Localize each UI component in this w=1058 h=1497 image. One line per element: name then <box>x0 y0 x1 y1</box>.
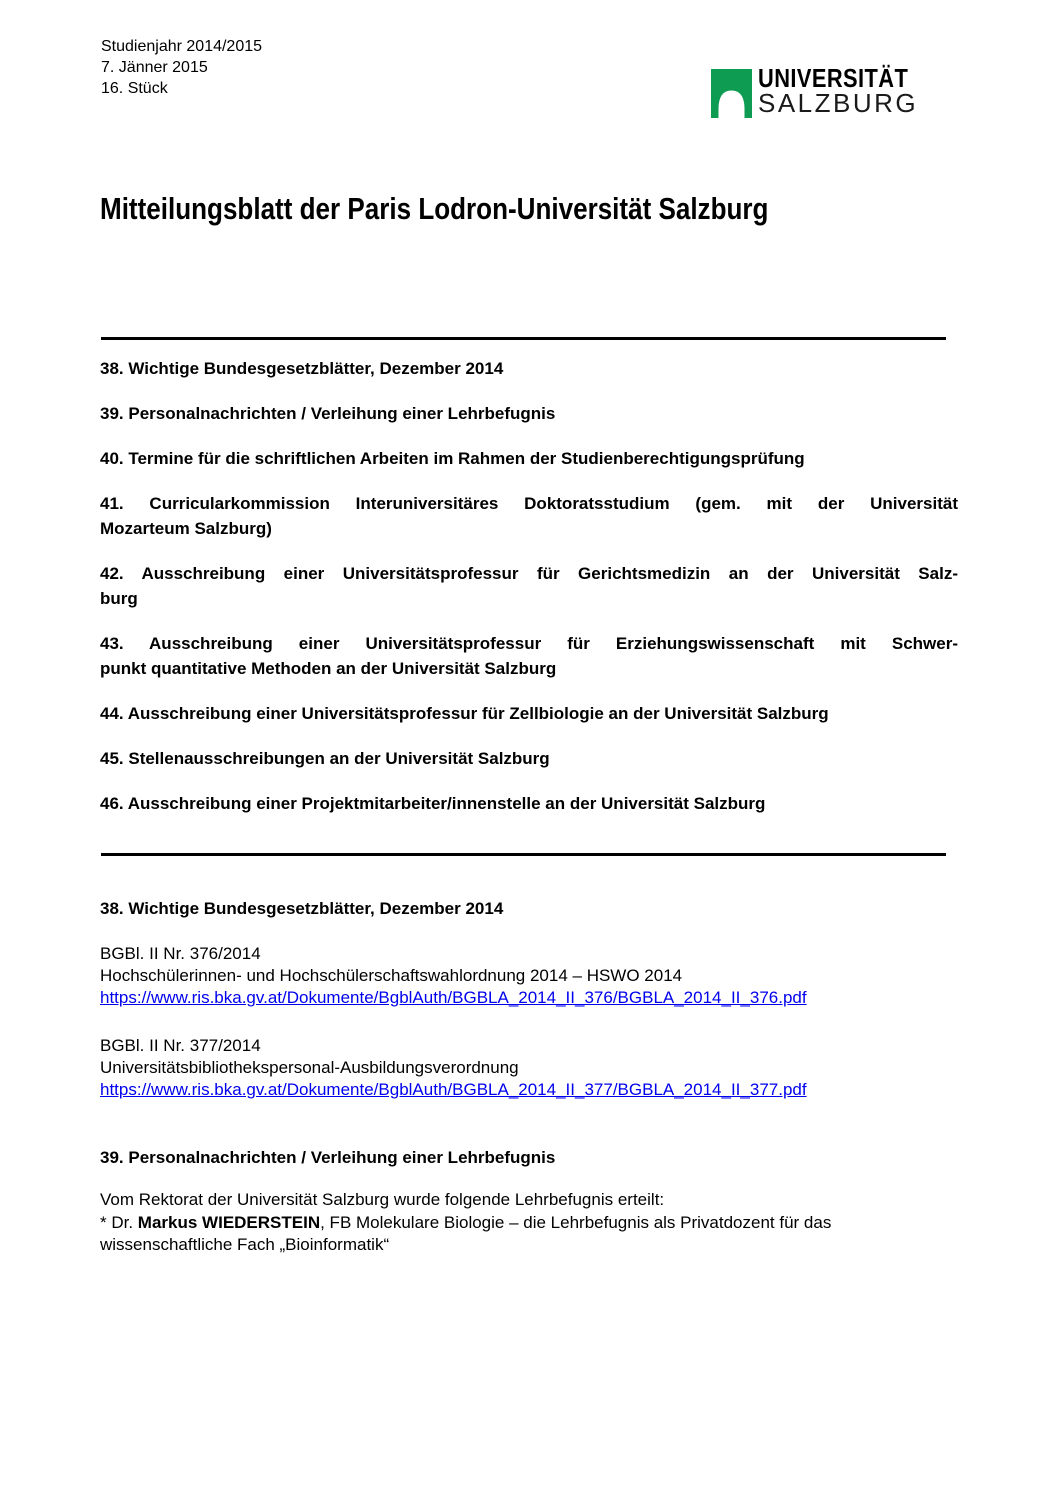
toc-line: 45. Stellenausschreibungen an der Universität Salzburg <box>100 749 550 768</box>
bgbl-link-376[interactable]: https://www.ris.bka.gv.at/Dokumente/BgblAuth/BGBLA_2014_II_376/BGBLA_2014_II_376.pdf <box>100 988 807 1007</box>
toc-line: 46. Ausschreibung einer Projektmitarbeiter/innenstelle an der Universität Salzburg <box>100 794 766 813</box>
toc-line: 40. Termine für die schriftlichen Arbeiten im Rahmen der Studienberechtigungsprüfung <box>100 449 805 468</box>
bgbl-title: Hochschülerinnen- und Hochschülerschaftswahlordnung 2014 – HSWO 2014 <box>100 966 683 985</box>
salzburg-arch-icon <box>711 69 752 118</box>
bgbl-title: Universitätsbibliothekspersonal-Ausbildungsverordnung <box>100 1058 519 1077</box>
section-38-heading: 38. Wichtige Bundesgesetzblätter, Dezember 2014 <box>100 899 504 918</box>
lehrbefugnis-entry-suffix: , FB Molekulare Biologie – die Lehrbefugnis als Privatdozent für das wissenschaftliche Fach „Bioinformatik“ <box>100 1212 832 1254</box>
toc-item-44 <box>100 701 958 726</box>
toc-item-43 <box>100 631 958 681</box>
toc-item-39 <box>100 401 958 426</box>
toc-item-46 <box>100 791 958 816</box>
page-title: Mitteilungsblatt der Paris Lodron-Universität Salzburg <box>100 191 769 226</box>
logo-wordmark <box>758 63 937 118</box>
toc-item-38 <box>100 356 958 381</box>
divider-top <box>101 337 946 340</box>
section-39-body <box>100 1189 958 1257</box>
toc-line: punkt quantitative Methoden an der Universität Salzburg <box>100 659 557 678</box>
toc-line: 41. Curricularkommission Interuniversitäres Doktoratsstudium (gem. mit der Universität <box>100 494 958 513</box>
lehrbefugnis-entry-prefix: * Dr. <box>100 1212 138 1232</box>
university-logo <box>711 63 937 118</box>
logo-word-salzburg: SALZBURG <box>758 88 919 118</box>
issue-number: 16. Stück <box>101 80 168 97</box>
toc-item-40 <box>100 446 958 471</box>
toc-item-42 <box>100 561 958 611</box>
bgbl-ref: BGBl. II Nr. 376/2014 <box>100 944 261 963</box>
lehrbefugnis-entry <box>100 1212 958 1257</box>
bgbl-entry-377 <box>100 1035 958 1101</box>
toc-line: 42. Ausschreibung einer Universitätsprofessur für Gerichtsmedizin an der Universität Salz- <box>100 564 958 583</box>
issue-meta <box>101 36 262 99</box>
toc-item-45 <box>100 746 958 771</box>
section-39-heading: 39. Personalnachrichten / Verleihung einer Lehrbefugnis <box>100 1148 556 1167</box>
toc-line: burg <box>100 589 138 608</box>
person-name: Markus WIEDERSTEIN <box>137 1212 321 1232</box>
lehrbefugnis-intro: Vom Rektorat der Universität Salzburg wurde folgende Lehrbefugnis erteilt: <box>100 1190 665 1209</box>
toc-line: 44. Ausschreibung einer Universitätsprofessur für Zellbiologie an der Universität Salzburg <box>100 704 829 723</box>
toc-item-41 <box>100 491 958 541</box>
divider-bottom <box>101 853 946 856</box>
issue-date: 7. Jänner 2015 <box>101 59 208 76</box>
toc-line: 43. Ausschreibung einer Universitätsprofessur für Erziehungswissenschaft mit Schwer- <box>100 634 958 653</box>
bgbl-ref: BGBl. II Nr. 377/2014 <box>100 1036 261 1055</box>
table-of-contents <box>100 356 958 836</box>
bgbl-link-377[interactable]: https://www.ris.bka.gv.at/Dokumente/BgblAuth/BGBLA_2014_II_377/BGBLA_2014_II_377.pdf <box>100 1080 807 1099</box>
toc-line: 39. Personalnachrichten / Verleihung einer Lehrbefugnis <box>100 404 556 423</box>
bgbl-entry-376 <box>100 943 958 1009</box>
toc-line: Mozarteum Salzburg) <box>100 519 272 538</box>
logo-word-universitaet: UNIVERSITÄT <box>758 63 909 93</box>
toc-line: 38. Wichtige Bundesgesetzblätter, Dezember 2014 <box>100 359 504 378</box>
issue-studienjahr: Studienjahr 2014/2015 <box>101 38 263 55</box>
